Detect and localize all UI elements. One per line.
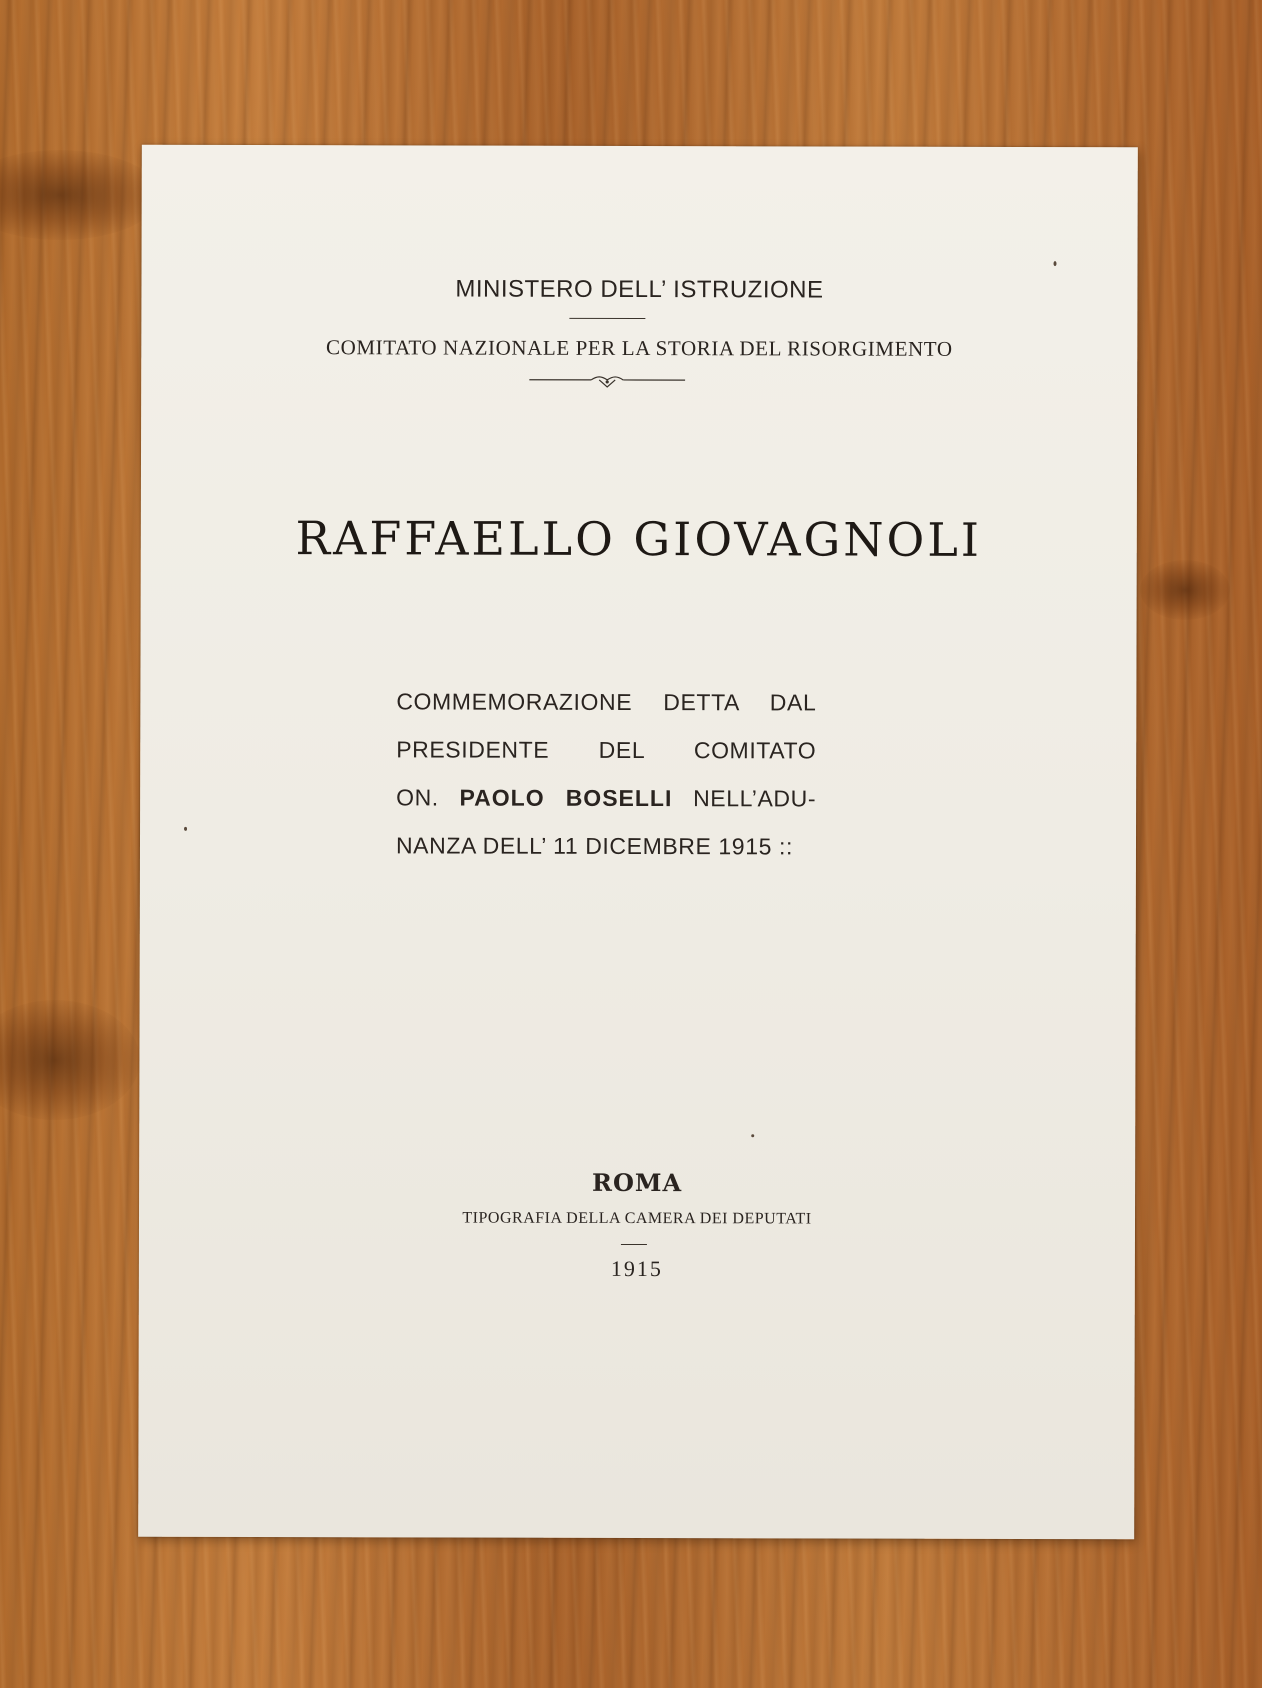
divider-rule [569, 318, 645, 319]
commemoration-line [396, 773, 816, 822]
honorific: ON. [396, 784, 439, 811]
wood-knot [0, 150, 160, 240]
paper-speck [184, 827, 187, 831]
commemoration-text [396, 677, 817, 870]
commemoration-fragment: NELL’ADU- [693, 785, 817, 812]
speaker-name: PAOLO BOSELLI [459, 784, 673, 812]
imprint-year: 1915 [610, 1255, 663, 1282]
paper-speck [1054, 261, 1057, 266]
committee-heading: COMITATO NAZIONALE PER LA STORIA DEL RISORGIMENTO [325, 335, 953, 361]
commemoration-line: COMMEMORAZIONE DETTA DAL [396, 688, 817, 716]
document-page [138, 145, 1138, 1540]
commemoration-line: NANZA DELL’ 11 DICEMBRE 1915 :: [395, 832, 794, 860]
document-title: RAFFAELLO GIOVAGNOLI [295, 511, 983, 567]
imprint-city: ROMA [592, 1167, 683, 1198]
wood-knot [0, 1000, 140, 1120]
ministry-heading: MINISTERO DELL’ ISTRUZIONE [455, 275, 824, 304]
paper-speck [751, 1134, 754, 1137]
ornament-divider-icon [529, 374, 685, 388]
commemoration-line: PRESIDENTE DEL COMITATO [396, 736, 817, 764]
wood-knot [1140, 560, 1230, 620]
divider-rule [621, 1244, 647, 1245]
imprint-printer: TIPOGRAFIA DELLA CAMERA DEI DEPUTATI [462, 1209, 812, 1228]
